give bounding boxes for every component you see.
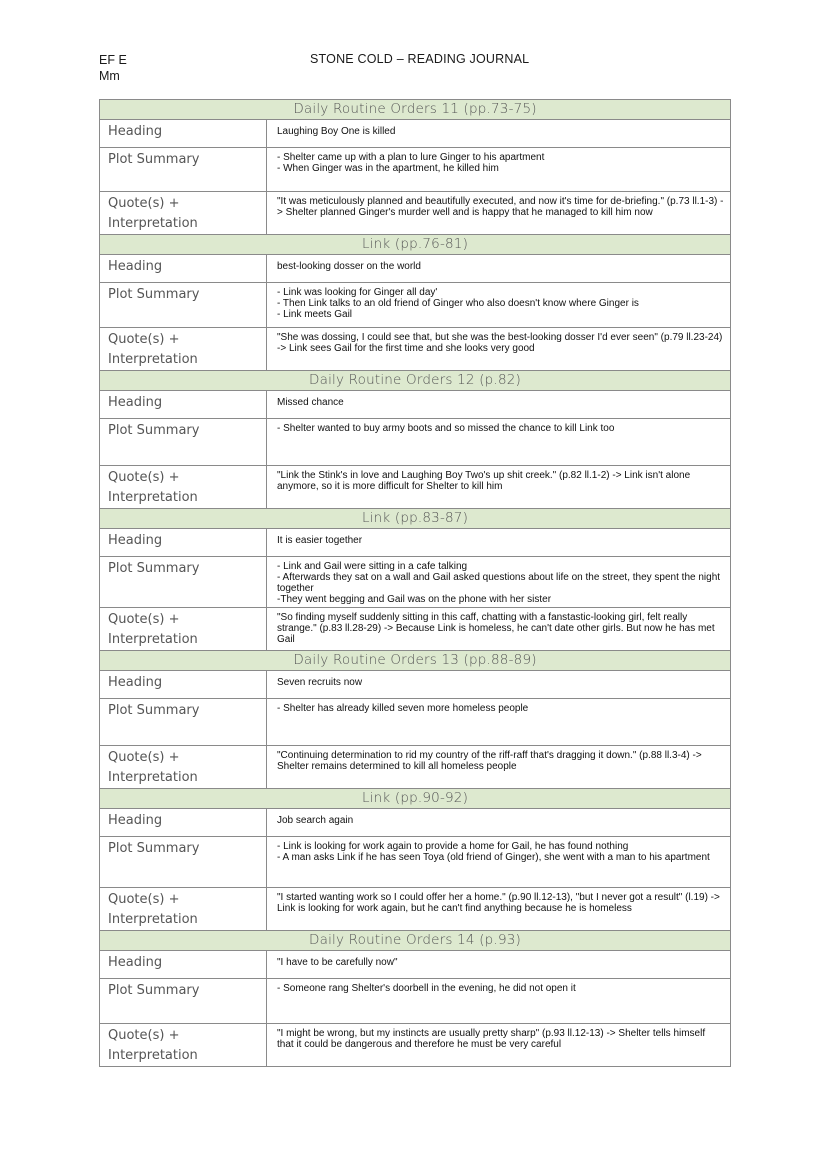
heading-text: Job search again bbox=[267, 809, 731, 837]
plot-summary-text: - Shelter has already killed seven more homeless people bbox=[267, 699, 731, 746]
quote-row bbox=[100, 888, 731, 931]
section-title: Link (pp.76-81) bbox=[100, 235, 731, 255]
reading-journal-table bbox=[99, 99, 731, 1067]
section-title: Link (pp.90-92) bbox=[100, 789, 731, 809]
heading-label: Heading bbox=[100, 255, 267, 283]
heading-label: Heading bbox=[100, 529, 267, 557]
quote-label: Quote(s) + Interpretation bbox=[100, 608, 267, 651]
section-title: Daily Routine Orders 13 (pp.88-89) bbox=[100, 651, 731, 671]
heading-row bbox=[100, 255, 731, 283]
plot-summary-row bbox=[100, 283, 731, 328]
plot-summary-label: Plot Summary bbox=[100, 979, 267, 1024]
heading-row bbox=[100, 809, 731, 837]
quote-text: "I started wanting work so I could offer her a home." (p.90 ll.12-13), "but I never got a result" (l.19) -> Link is looking for work again, but he can't find anything because he is homeless bbox=[267, 888, 731, 931]
section-header-row bbox=[100, 789, 731, 809]
quote-text: "Continuing determination to rid my country of the riff-raff that's dragging it down." (p.88 ll.3-4) -> Shelter remains determined to kill all homeless people bbox=[267, 746, 731, 789]
student-initials: Mm bbox=[99, 69, 120, 83]
plot-summary-text: - Shelter wanted to buy army boots and so missed the chance to kill Link too bbox=[267, 419, 731, 466]
quote-text: "I might be wrong, but my instincts are usually pretty sharp" (p.93 ll.12-13) -> Shelter tells himself that it could be dangerous and therefore he must be very careful bbox=[267, 1024, 731, 1067]
section-header-row bbox=[100, 509, 731, 529]
heading-row bbox=[100, 391, 731, 419]
quote-row bbox=[100, 608, 731, 651]
quote-row bbox=[100, 466, 731, 509]
quote-label: Quote(s) + Interpretation bbox=[100, 328, 267, 371]
heading-text: Seven recruits now bbox=[267, 671, 731, 699]
section-header-row bbox=[100, 100, 731, 120]
heading-text: Missed chance bbox=[267, 391, 731, 419]
heading-label: Heading bbox=[100, 951, 267, 979]
section-title: Daily Routine Orders 12 (p.82) bbox=[100, 371, 731, 391]
class-code: EF E bbox=[99, 53, 127, 67]
plot-summary-label: Plot Summary bbox=[100, 699, 267, 746]
quote-text: "She was dossing, I could see that, but she was the best-looking dosser I'd ever seen" (p.79 ll.23-24) -> Link sees Gail for the first time and she looks very good bbox=[267, 328, 731, 371]
heading-label: Heading bbox=[100, 120, 267, 148]
section-title: Link (pp.83-87) bbox=[100, 509, 731, 529]
heading-text: best-looking dosser on the world bbox=[267, 255, 731, 283]
heading-label: Heading bbox=[100, 671, 267, 699]
heading-text: It is easier together bbox=[267, 529, 731, 557]
plot-summary-text: - Link and Gail were sitting in a cafe talking - Afterwards they sat on a wall and Gail asked questions about life on the street, they spent the night together -They went begging and Gail was on the phone with her sister bbox=[267, 557, 731, 608]
section-header-row bbox=[100, 931, 731, 951]
quote-text: "It was meticulously planned and beautifully executed, and now it's time for de-briefing." (p.73 ll.1-3) -> Shelter planned Ginger's murder well and is happy that he managed to kill him now bbox=[267, 192, 731, 235]
quote-row bbox=[100, 1024, 731, 1067]
heading-row bbox=[100, 120, 731, 148]
plot-summary-row bbox=[100, 699, 731, 746]
page-title: STONE COLD – READING JOURNAL bbox=[310, 52, 530, 66]
heading-row bbox=[100, 951, 731, 979]
plot-summary-label: Plot Summary bbox=[100, 557, 267, 608]
plot-summary-row bbox=[100, 557, 731, 608]
plot-summary-text: - Someone rang Shelter's doorbell in the evening, he did not open it bbox=[267, 979, 731, 1024]
heading-text: Laughing Boy One is killed bbox=[267, 120, 731, 148]
class-info bbox=[99, 52, 127, 84]
plot-summary-row bbox=[100, 419, 731, 466]
plot-summary-row bbox=[100, 979, 731, 1024]
quote-row bbox=[100, 746, 731, 789]
heading-row bbox=[100, 671, 731, 699]
section-header-row bbox=[100, 651, 731, 671]
plot-summary-label: Plot Summary bbox=[100, 837, 267, 888]
heading-label: Heading bbox=[100, 391, 267, 419]
plot-summary-text: - Shelter came up with a plan to lure Ginger to his apartment - When Ginger was in the apartment, he killed him bbox=[267, 148, 731, 192]
section-title: Daily Routine Orders 11 (pp.73-75) bbox=[100, 100, 731, 120]
plot-summary-label: Plot Summary bbox=[100, 148, 267, 192]
section-title: Daily Routine Orders 14 (p.93) bbox=[100, 931, 731, 951]
quote-row bbox=[100, 328, 731, 371]
plot-summary-row bbox=[100, 148, 731, 192]
heading-text: "I have to be carefully now" bbox=[267, 951, 731, 979]
quote-text: "So finding myself suddenly sitting in this caff, chatting with a fanstastic-looking girl, felt really strange." (p.83 ll.28-29) -> Because Link is homeless, he can't date other girls. But now he has met Gail bbox=[267, 608, 731, 651]
heading-label: Heading bbox=[100, 809, 267, 837]
quote-text: "Link the Stink's in love and Laughing Boy Two's up shit creek." (p.82 ll.1-2) -> Link isn't alone anymore, so it is more difficult for Shelter to kill him bbox=[267, 466, 731, 509]
plot-summary-label: Plot Summary bbox=[100, 419, 267, 466]
heading-row bbox=[100, 529, 731, 557]
quote-label: Quote(s) + Interpretation bbox=[100, 466, 267, 509]
quote-label: Quote(s) + Interpretation bbox=[100, 888, 267, 931]
quote-label: Quote(s) + Interpretation bbox=[100, 192, 267, 235]
quote-label: Quote(s) + Interpretation bbox=[100, 746, 267, 789]
section-header-row bbox=[100, 235, 731, 255]
section-header-row bbox=[100, 371, 731, 391]
plot-summary-text: - Link is looking for work again to provide a home for Gail, he has found nothing - A man asks Link if he has seen Toya (old friend of Ginger), she went with a man to his apartment bbox=[267, 837, 731, 888]
quote-row bbox=[100, 192, 731, 235]
plot-summary-row bbox=[100, 837, 731, 888]
plot-summary-label: Plot Summary bbox=[100, 283, 267, 328]
plot-summary-text: - Link was looking for Ginger all day' - Then Link talks to an old friend of Ginger who also doesn't know where Ginger is - Link meets Gail bbox=[267, 283, 731, 328]
quote-label: Quote(s) + Interpretation bbox=[100, 1024, 267, 1067]
